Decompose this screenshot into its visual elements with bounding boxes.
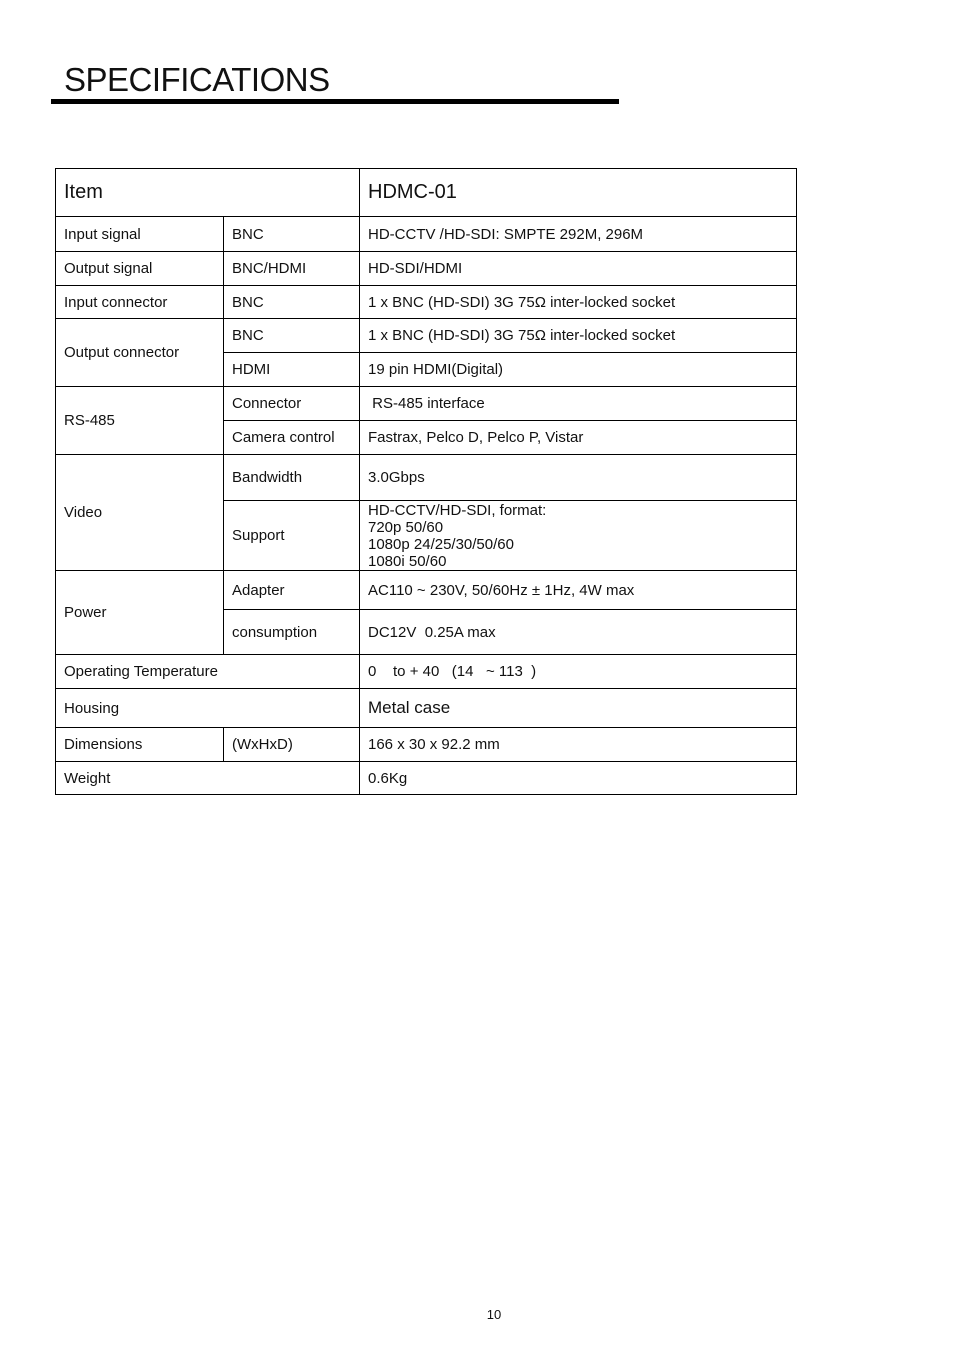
row-value: 3.0Gbps — [360, 455, 797, 501]
table-header-row — [56, 169, 797, 217]
row-value: 1 x BNC (HD-SDI) 3G 75Ω inter-locked socket — [360, 286, 797, 319]
row-value: Fastrax, Pelco D, Pelco P, Vistar — [360, 421, 797, 455]
page-title: SPECIFICATIONS — [64, 61, 330, 98]
row-sublabel: Camera control — [224, 421, 360, 455]
row-value: AC110 ~ 230V, 50/60Hz ± 1Hz, 4W max — [360, 571, 797, 610]
row-sublabel: (WxHxD) — [224, 728, 360, 762]
row-label: Input connector — [56, 286, 224, 319]
table-row — [56, 252, 797, 286]
table-row — [56, 217, 797, 252]
row-value: HD-SDI/HDMI — [360, 252, 797, 286]
row-value: HD-CCTV /HD-SDI: SMPTE 292M, 296M — [360, 217, 797, 252]
row-value: RS-485 interface — [360, 387, 797, 421]
row-sublabel: Bandwidth — [224, 455, 360, 501]
row-sublabel: BNC — [224, 319, 360, 353]
row-label: Weight — [56, 762, 360, 795]
row-value: 1 x BNC (HD-SDI) 3G 75Ω inter-locked socket — [360, 319, 797, 353]
page-number: 10 — [486, 1307, 502, 1322]
table-row — [56, 571, 797, 610]
title-underline — [51, 99, 619, 104]
table-row — [56, 728, 797, 762]
row-label: Input signal — [56, 217, 224, 252]
row-label: Output connector — [56, 319, 224, 387]
row-sublabel: BNC — [224, 286, 360, 319]
header-model-cell: HDMC-01 — [360, 169, 797, 217]
table-row — [56, 762, 797, 795]
row-label: Power — [56, 571, 224, 655]
row-label: RS-485 — [56, 387, 224, 455]
row-sublabel: Support — [224, 501, 360, 571]
row-value: 166 x 30 x 92.2 mm — [360, 728, 797, 762]
row-sublabel: Adapter — [224, 571, 360, 610]
row-value: DC12V 0.25A max — [360, 610, 797, 655]
row-label: Housing — [56, 689, 360, 728]
table-row — [56, 387, 797, 421]
row-value: Metal case — [360, 689, 797, 728]
row-value: 0.6Kg — [360, 762, 797, 795]
specifications-table — [55, 168, 797, 795]
row-sublabel: BNC — [224, 217, 360, 252]
table-row — [56, 655, 797, 689]
row-value: 0 to + 40 (14 ~ 113 ) — [360, 655, 797, 689]
table-row — [56, 319, 797, 353]
row-value: HD-CCTV/HD-SDI, format: 720p 50/60 1080p 24/25/30/50/60 1080i 50/60 — [360, 501, 797, 571]
row-value: 19 pin HDMI(Digital) — [360, 353, 797, 387]
row-sublabel: consumption — [224, 610, 360, 655]
table-row — [56, 455, 797, 501]
row-sublabel: Connector — [224, 387, 360, 421]
row-sublabel: HDMI — [224, 353, 360, 387]
table-row — [56, 286, 797, 319]
row-label: Operating Temperature — [56, 655, 360, 689]
row-label: Video — [56, 455, 224, 571]
row-label: Output signal — [56, 252, 224, 286]
row-sublabel: BNC/HDMI — [224, 252, 360, 286]
header-item-cell: Item — [56, 169, 360, 217]
row-label: Dimensions — [56, 728, 224, 762]
table-row — [56, 689, 797, 728]
